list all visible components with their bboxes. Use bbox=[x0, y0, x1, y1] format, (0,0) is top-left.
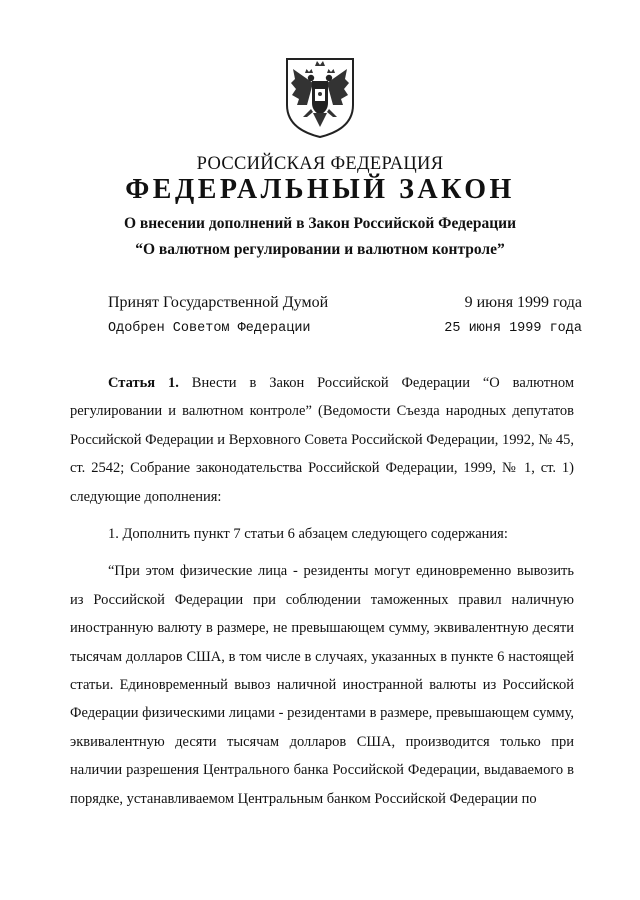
article-1-heading: Статья 1. bbox=[108, 375, 179, 391]
article-1-text: Внести в Закон Российской Федерации “О валютном регулировании и валютном контроле” (Ведомости Съезда народных депутатов Российской Федерации и Верховного Совета Российской Федерации, 1992, № 45, ст. 2542; Собрание законодательства Российской Федерации, 1999, № 1, ст. 1) следующие дополнения: bbox=[70, 375, 575, 505]
council-approval-label: Одобрен Советом Федерации bbox=[108, 321, 311, 336]
council-approval-date: 25 июня 1999 года bbox=[444, 321, 582, 336]
item-1-paragraph: 1. Дополнить пункт 7 статьи 6 абзацем следующего содержания: bbox=[108, 526, 508, 543]
quoted-amendment-paragraph: “При этом физические лица - резиденты могут единовременно вывозить из Российской Федерации при соблюдении таможенных правил наличную иностранную валюту в размере, не превышающем сумму, эквивалентную десяти тысячам долларов США, в том числе в случаях, указанных в пункте 6 настоящей статьи. Единовременный вывоз наличной иностранной валюты из Российской Федерации физическими лицами - резидентами в размере, превышающем сумму, эквивалентную десяти тысячам долларов США, производится только при наличии разрешения Центрального банка Российской Федерации, выдаваемого в порядке, устанавливаемом Центральным банком Российской Федерации по bbox=[70, 563, 574, 807]
coat-of-arms-icon bbox=[283, 53, 357, 139]
adoption-duma-row bbox=[108, 294, 582, 312]
duma-adoption-label: Принят Государственной Думой bbox=[108, 294, 329, 311]
document-type: ФЕДЕРАЛЬНЫЙ ЗАКОН bbox=[125, 174, 515, 205]
law-title-line-2: “О валютном регулировании и валютном контроле” bbox=[135, 241, 505, 258]
country-name: РОССИЙСКАЯ ФЕДЕРАЦИЯ bbox=[196, 154, 444, 174]
document-body bbox=[70, 369, 574, 813]
article-1-paragraph bbox=[70, 369, 574, 511]
law-title-line-1: О внесении дополнений в Закон Российской Федерации bbox=[123, 215, 517, 232]
adoption-council-row bbox=[108, 321, 582, 336]
duma-adoption-date: 9 июня 1999 года bbox=[464, 294, 582, 311]
